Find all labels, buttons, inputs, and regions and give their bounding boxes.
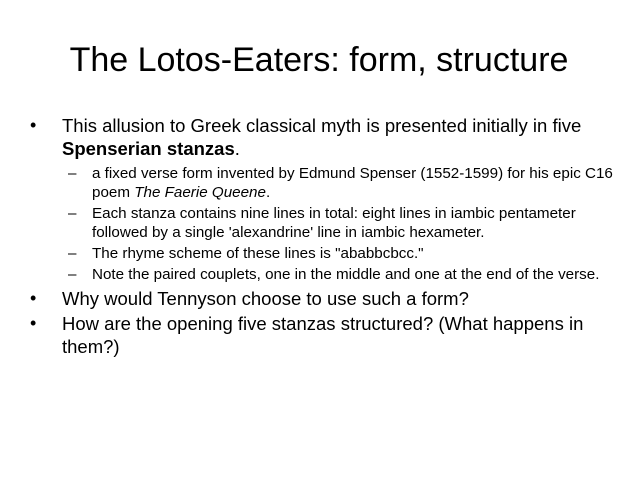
bullet-item bbox=[30, 287, 620, 310]
sub-bullet-text: Note the paired couplets, one in the middle and one at the end of the verse. bbox=[92, 266, 600, 283]
bullet-icon: • bbox=[30, 115, 37, 135]
bullet-text: This allusion to Greek classical myth is presented initially in five Spenserian stanzas. bbox=[62, 115, 582, 159]
sub-bullet-list bbox=[62, 164, 620, 284]
sub-bullet-item bbox=[62, 164, 620, 202]
bullet-item bbox=[30, 312, 620, 358]
italic-title: The Faerie Queene bbox=[134, 184, 266, 201]
bullet-icon: • bbox=[30, 288, 37, 308]
dash-icon: – bbox=[68, 205, 77, 222]
bullet-text: How are the opening five stanzas structured? (What happens in them?) bbox=[62, 313, 584, 357]
bullet-item bbox=[30, 114, 620, 284]
dash-icon: – bbox=[68, 266, 77, 283]
bold-term: Spenserian stanzas bbox=[62, 138, 235, 159]
bullet-icon: • bbox=[30, 313, 37, 333]
sub-bullet-item bbox=[62, 204, 620, 242]
sub-bullet-text: a fixed verse form invented by Edmund Spenser (1552-1599) for his epic C16 poem The Faerie Queene. bbox=[92, 165, 613, 201]
sub-bullet-item bbox=[62, 265, 620, 284]
slide-title: The Lotos-Eaters: form, structure bbox=[69, 41, 569, 79]
bullet-list bbox=[30, 114, 620, 358]
bullet-text: Why would Tennyson choose to use such a form? bbox=[62, 288, 469, 309]
dash-icon: – bbox=[68, 165, 77, 182]
sub-bullet-text: Each stanza contains nine lines in total: eight lines in iambic pentameter followed by a single 'alexandrine' line in iambic hexameter. bbox=[92, 205, 576, 241]
sub-bullet-item bbox=[62, 244, 620, 263]
dash-icon: – bbox=[68, 245, 77, 262]
sub-bullet-text: The rhyme scheme of these lines is "ababbcbcc." bbox=[92, 245, 424, 262]
